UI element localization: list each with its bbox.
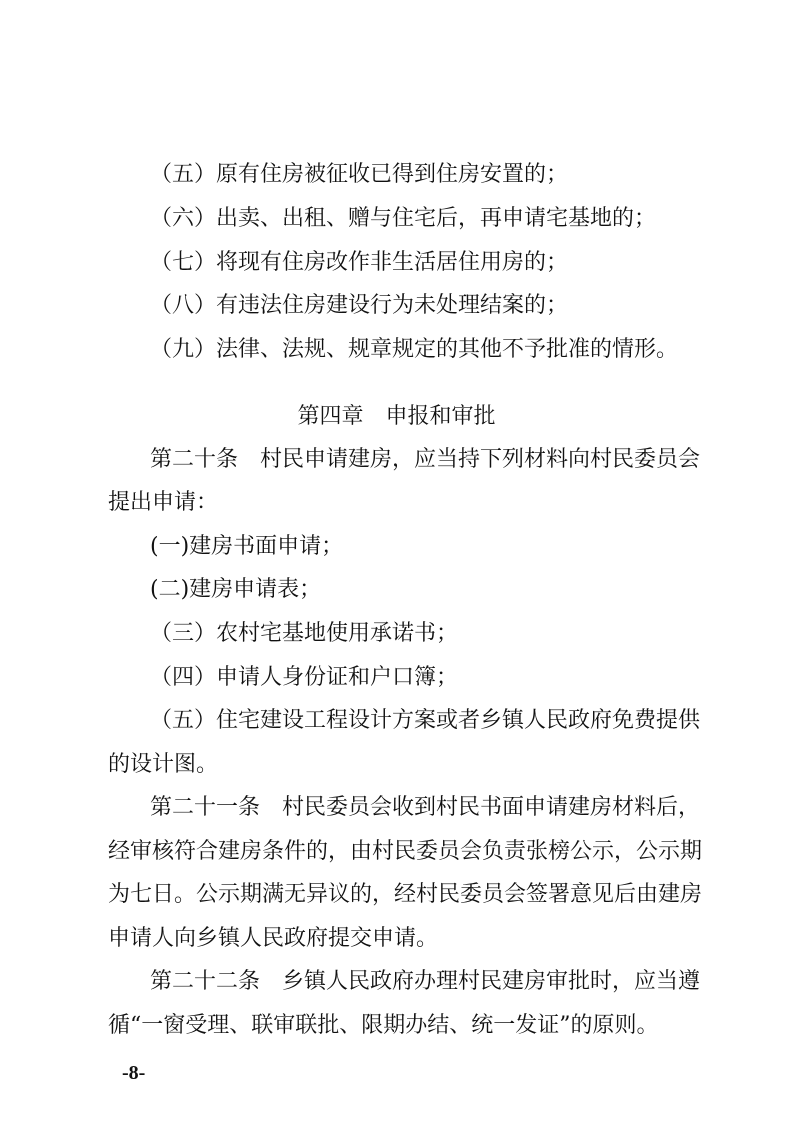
- article-21-line: 经审核符合建房条件的，由村民委员会负责张榜公示，公示期: [108, 839, 703, 864]
- article-22-line: 第二十二条 乡镇人民政府办理村民建房审批时，应当遵: [150, 969, 701, 994]
- article-21-line: 申请人向乡镇人民政府提交申请。: [108, 926, 439, 951]
- list-item: （七）将现有住房改作非生活居住用房的；: [150, 250, 569, 275]
- list-item: （五）住宅建设工程设计方案或者乡镇人民政府免费提供: [150, 708, 701, 733]
- list-item: （八）有违法住房建设行为未处理结案的；: [150, 293, 569, 318]
- article-21-line: 为七日。公示期满无异议的，经村民委员会签署意见后由建房: [108, 882, 703, 907]
- list-item: （三）农村宅基地使用承诺书；: [150, 621, 459, 646]
- list-item: （四）申请人身份证和户口簿；: [150, 665, 459, 690]
- list-item-continuation: 的设计图。: [108, 752, 219, 777]
- article-20-line: 提出申请：: [108, 490, 219, 515]
- chapter-heading: 第四章 申报和审批: [297, 404, 496, 429]
- article-21-line: 第二十一条 村民委员会收到村民书面申请建房材料后，: [150, 795, 701, 820]
- list-item: （五）原有住房被征收已得到住房安置的；: [150, 162, 569, 187]
- list-item: (一)建房书面申请；: [150, 534, 344, 559]
- list-item: （九）法律、法规、规章规定的其他不予批准的情形。: [150, 337, 679, 362]
- list-item: (二)建房申请表；: [150, 577, 322, 602]
- article-22-line: 循“一窗受理、联审联批、限期办结、统一发证”的原则。: [108, 1013, 659, 1038]
- list-item: （六）出卖、出租、赠与住宅后，再申请宅基地的；: [150, 206, 657, 231]
- page-number: -8-: [122, 1062, 146, 1084]
- article-20-line: 第二十条 村民申请建房，应当持下列材料向村民委员会: [150, 447, 701, 472]
